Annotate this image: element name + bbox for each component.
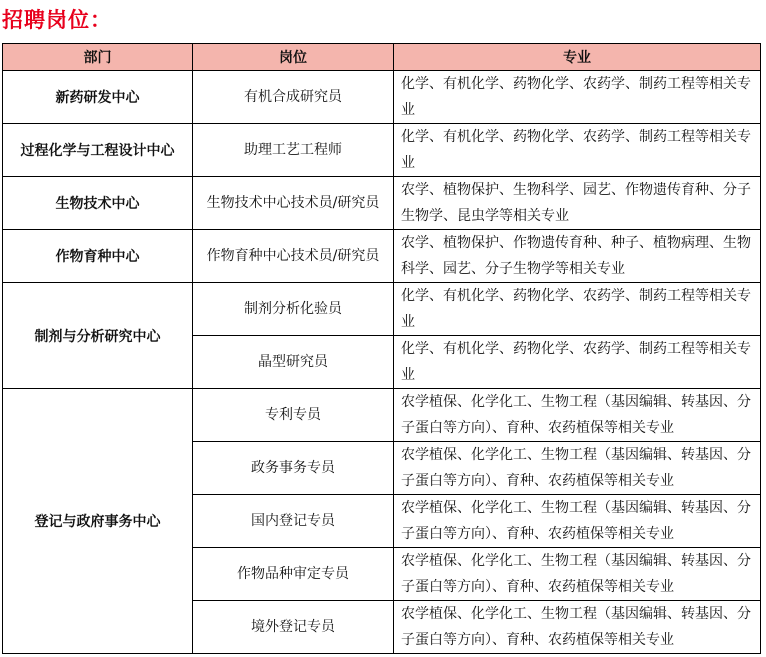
table-row — [3, 283, 761, 336]
major-cell: 化学、有机化学、药物化学、农药学、制药工程等相关专业 — [394, 124, 761, 177]
dept-cell: 制剂与分析研究中心 — [3, 283, 193, 389]
table-row — [3, 389, 761, 442]
position-cell: 生物技术中心技术员/研究员 — [193, 177, 394, 230]
recruitment-table — [2, 43, 761, 654]
position-cell: 政务事务专员 — [193, 442, 394, 495]
header-position: 岗位 — [193, 44, 394, 71]
position-cell: 有机合成研究员 — [193, 71, 394, 124]
position-cell: 晶型研究员 — [193, 336, 394, 389]
dept-cell: 登记与政府事务中心 — [3, 389, 193, 654]
table-header-row — [3, 44, 761, 71]
position-cell: 境外登记专员 — [193, 601, 394, 654]
table-row — [3, 124, 761, 177]
major-cell: 农学植保、化学化工、生物工程（基因编辑、转基因、分子蛋白等方向）、育种、农药植保等相关专业 — [394, 601, 761, 654]
major-cell: 农学、植物保护、作物遗传育种、种子、植物病理、生物科学、园艺、分子生物学等相关专业 — [394, 230, 761, 283]
header-major: 专业 — [394, 44, 761, 71]
dept-cell: 新药研发中心 — [3, 71, 193, 124]
dept-cell: 过程化学与工程设计中心 — [3, 124, 193, 177]
major-cell: 农学植保、化学化工、生物工程（基因编辑、转基因、分子蛋白等方向）、育种、农药植保等相关专业 — [394, 389, 761, 442]
position-cell: 制剂分析化验员 — [193, 283, 394, 336]
dept-cell: 作物育种中心 — [3, 230, 193, 283]
table-row — [3, 71, 761, 124]
major-cell: 化学、有机化学、药物化学、农药学、制药工程等相关专业 — [394, 283, 761, 336]
position-cell: 专利专员 — [193, 389, 394, 442]
major-cell: 农学、植物保护、生物科学、园艺、作物遗传育种、分子生物学、昆虫学等相关专业 — [394, 177, 761, 230]
position-cell: 助理工艺工程师 — [193, 124, 394, 177]
major-cell: 化学、有机化学、药物化学、农药学、制药工程等相关专业 — [394, 336, 761, 389]
header-dept: 部门 — [3, 44, 193, 71]
major-cell: 农学植保、化学化工、生物工程（基因编辑、转基因、分子蛋白等方向）、育种、农药植保等相关专业 — [394, 442, 761, 495]
position-cell: 国内登记专员 — [193, 495, 394, 548]
table-row — [3, 230, 761, 283]
page-title: 招聘岗位： — [2, 7, 112, 32]
dept-cell: 生物技术中心 — [3, 177, 193, 230]
position-cell: 作物育种中心技术员/研究员 — [193, 230, 394, 283]
major-cell: 农学植保、化学化工、生物工程（基因编辑、转基因、分子蛋白等方向）、育种、农药植保等相关专业 — [394, 495, 761, 548]
position-cell: 作物品种审定专员 — [193, 548, 394, 601]
table-row — [3, 177, 761, 230]
major-cell: 化学、有机化学、药物化学、农药学、制药工程等相关专业 — [394, 71, 761, 124]
major-cell: 农学植保、化学化工、生物工程（基因编辑、转基因、分子蛋白等方向）、育种、农药植保等相关专业 — [394, 548, 761, 601]
